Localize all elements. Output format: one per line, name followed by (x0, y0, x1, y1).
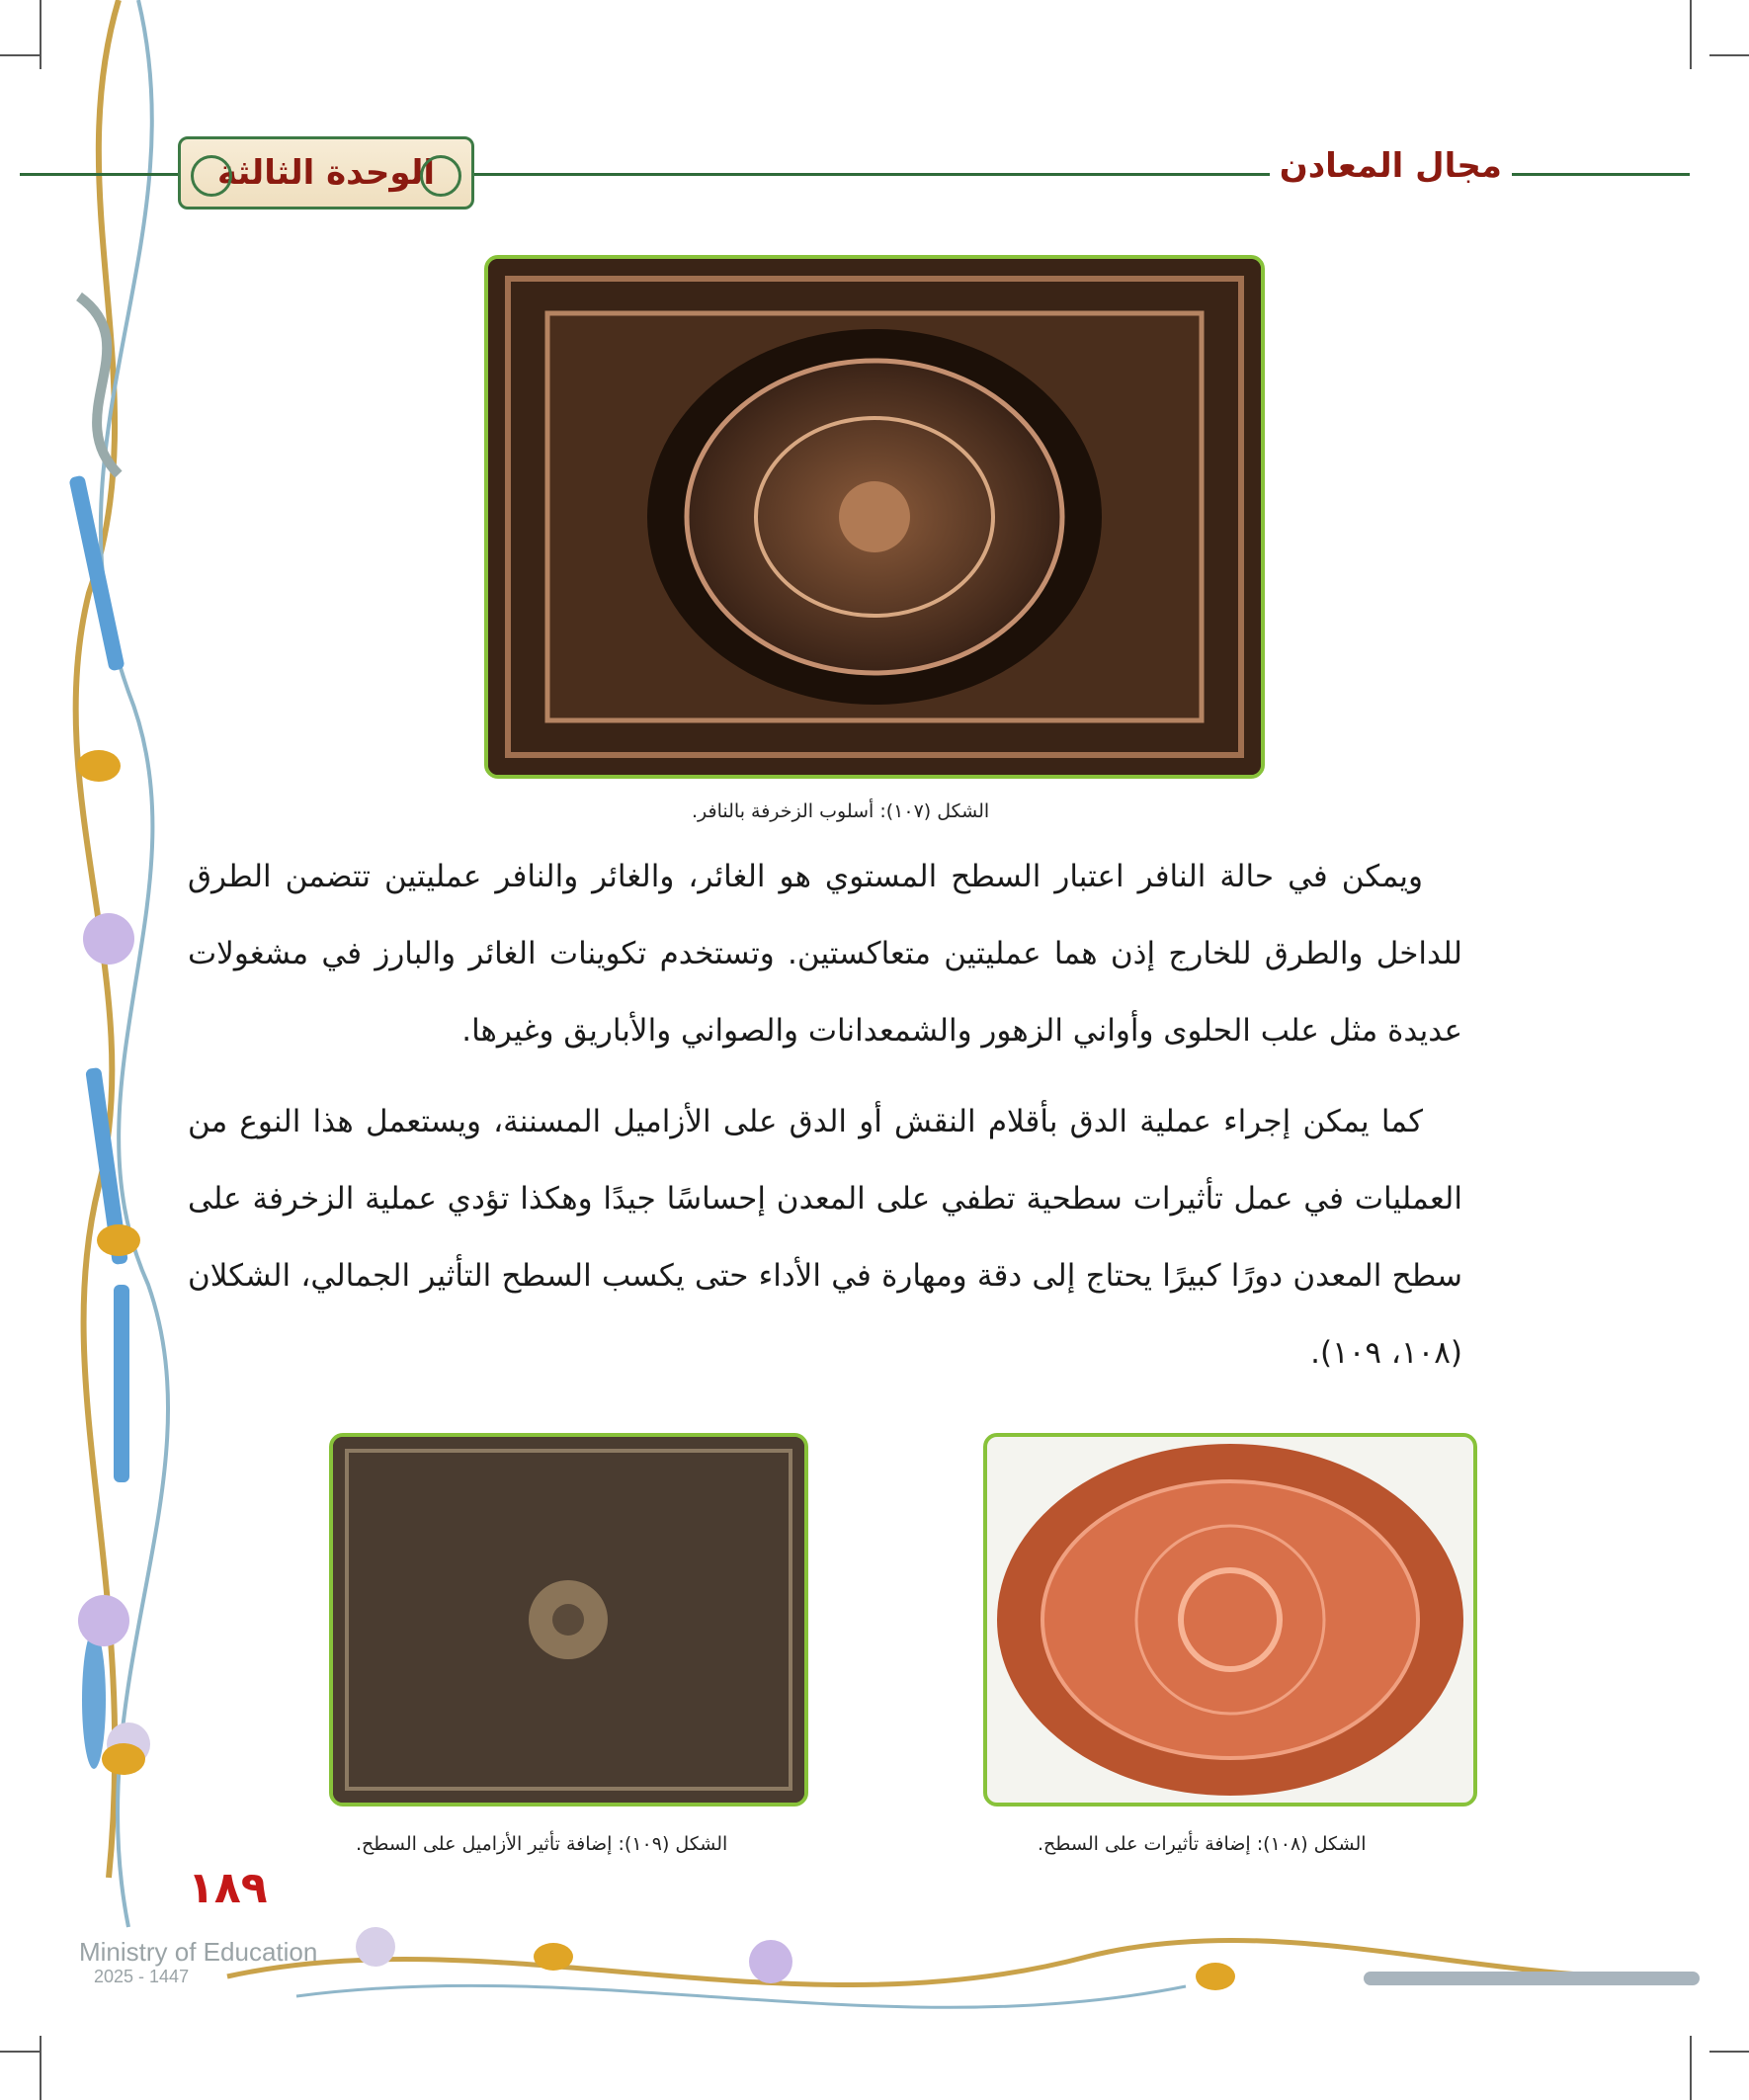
crop-mark (1690, 0, 1692, 69)
figure-109-image (329, 1433, 808, 1806)
paragraph-2: كما يمكن إجراء عملية الدق بأقلام النقش أو الدق على الأزاميل المسننة، ويستعمل هذا النوع من العمليات في عمل تأثيرات سطحية تطفي على المعدن إحساسًا جيدًا وهكذا تؤدي عملية الزخرفة على سطح المعدن دورًا كبيرًا يحتاج إلى دقة ومهارة في الأداء حتى يكسب السطح التأثير الجمالي، الشكلان (١٠٨، ١٠٩). (188, 1104, 1462, 1371)
crop-mark (1709, 54, 1749, 56)
figure-108-caption: الشكل (١٠٨): إضافة تأثيرات على السطح. (1038, 1833, 1367, 1855)
paragraph-1: ويمكن في حالة النافر اعتبار السطح المستوي هو الغائر، والغائر والنافر عمليتين تتضمن الطرق للداخل والطرق للخارج إذن هما عمليتين متعاكستين. وتستخدم تكوينات الغائر والبارز في مشغولات عديدة مثل علب الحلوى وأواني الزهور والشمعدانات والصواني والأباريق وغيرها. (188, 859, 1462, 1049)
ministry-watermark: Ministry of Education (79, 1937, 318, 1967)
ornament-icon (420, 155, 461, 197)
unit-banner (178, 136, 474, 210)
figure-108-image (983, 1433, 1477, 1806)
year-label: 2025 - 1447 (94, 1967, 190, 1986)
figure-107-caption: الشكل (١٠٧): أسلوب الزخرفة بالنافر. (692, 800, 990, 822)
section-title: مجال المعادن (1270, 146, 1512, 186)
ornament-icon (191, 155, 232, 197)
body-text (188, 838, 1462, 1391)
page-number: ١٨٩ (188, 1863, 268, 1913)
figure-107-image (484, 255, 1265, 779)
figure-109-caption: الشكل (١٠٩): إضافة تأثير الأزاميل على السطح. (356, 1833, 728, 1855)
unit-label: الوحدة الثالثة (216, 153, 436, 193)
decorative-footer (0, 1897, 1749, 2100)
